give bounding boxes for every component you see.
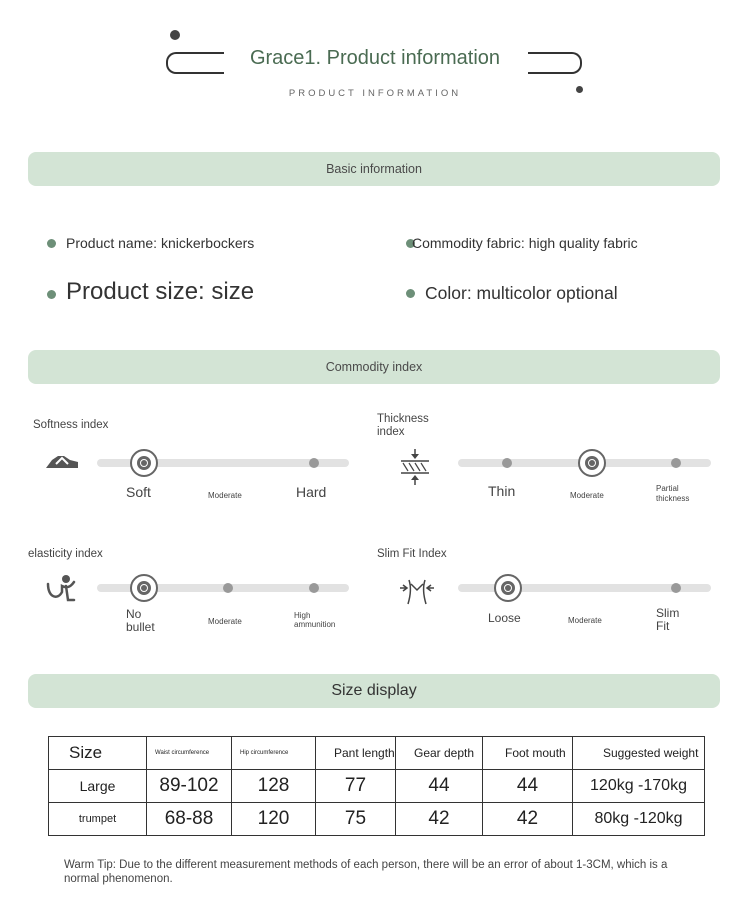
slim-fit-option-moderate: Moderate: [568, 616, 602, 625]
table-cell: 89-102: [147, 770, 232, 803]
slim-fit-option-slim: Slim Fit: [656, 606, 680, 633]
col-gear-depth: Gear depth: [396, 737, 483, 770]
elasticity-option-high: High ammunition: [294, 611, 336, 629]
thickness-option-thin: Thin: [488, 483, 516, 499]
softness-label: Softness index: [33, 419, 109, 431]
bullet-dot: [406, 289, 415, 298]
table-cell: 128: [232, 770, 316, 803]
size-display-header: Size display: [28, 674, 720, 708]
table-header-row: [49, 737, 705, 770]
elasticity-point: [309, 583, 319, 593]
softness-icon: [44, 450, 80, 472]
slim-fit-label: Slim Fit Index: [377, 548, 447, 560]
page-title: Grace1. Product information: [249, 47, 501, 69]
elasticity-option-moderate: Moderate: [208, 617, 242, 626]
table-cell: 80kg -120kg: [573, 803, 705, 836]
size-table: [48, 736, 705, 836]
slim-fit-icon: [398, 576, 436, 608]
col-pant-length: Pant length: [316, 737, 396, 770]
table-cell: 120: [232, 803, 316, 836]
table-cell: 42: [396, 803, 483, 836]
page-subtitle: PRODUCT INFORMATION: [288, 88, 462, 99]
thickness-icon: [398, 447, 432, 487]
table-cell: 75: [316, 803, 396, 836]
ornament-dot-left: [170, 30, 180, 40]
slim-fit-option-loose: Loose: [488, 611, 521, 625]
row-size-name: Large: [49, 770, 147, 803]
commodity-fabric: Commodity fabric: high quality fabric: [412, 235, 638, 251]
thickness-option-moderate: Moderate: [570, 491, 604, 500]
elasticity-label: elasticity index: [28, 548, 103, 560]
product-size: Product size: size: [66, 278, 255, 305]
slim-fit-selected-marker: [494, 574, 522, 602]
warm-tip: Warm Tip: Due to the different measurement methods of each person, there will be an error of about 1-3CM, which is a normal phenomenon.: [64, 859, 668, 885]
softness-option-moderate: Moderate: [208, 491, 242, 500]
table-cell: 44: [483, 770, 573, 803]
col-waist: Waist circumference: [147, 737, 232, 770]
thickness-label: Thickness index: [377, 413, 429, 438]
elasticity-selected-marker: [130, 574, 158, 602]
table-cell: 68-88: [147, 803, 232, 836]
elasticity-icon: [44, 574, 80, 604]
thickness-selected-marker: [578, 449, 606, 477]
col-size: Size: [49, 737, 147, 770]
bullet-dot: [47, 290, 56, 299]
softness-point: [309, 458, 319, 468]
table-cell: 42: [483, 803, 573, 836]
elasticity-option-no-bullet: No bullet: [126, 607, 155, 634]
slim-fit-point: [671, 583, 681, 593]
thickness-option-partial: Partial thickness: [656, 484, 690, 503]
table-row: [49, 803, 705, 836]
table-cell: 44: [396, 770, 483, 803]
row-size-name: trumpet: [49, 803, 147, 836]
table-cell: 77: [316, 770, 396, 803]
table-row: [49, 770, 705, 803]
thickness-point: [671, 458, 681, 468]
softness-selected-marker: [130, 449, 158, 477]
col-foot-mouth: Foot mouth: [483, 737, 573, 770]
basic-info-header: Basic information: [28, 152, 720, 186]
col-suggested-weight: Suggested weight: [573, 737, 705, 770]
product-color: Color: multicolor optional: [425, 283, 618, 303]
softness-option-hard: Hard: [296, 484, 327, 500]
commodity-index-header: Commodity index: [28, 350, 720, 384]
bullet-dot: [47, 239, 56, 248]
thickness-point: [502, 458, 512, 468]
product-name: Product name: knickerbockers: [66, 235, 255, 251]
elasticity-point: [223, 583, 233, 593]
table-cell: 120kg -170kg: [573, 770, 705, 803]
softness-option-soft: Soft: [126, 484, 151, 500]
col-hip: Hip circumference: [232, 737, 316, 770]
